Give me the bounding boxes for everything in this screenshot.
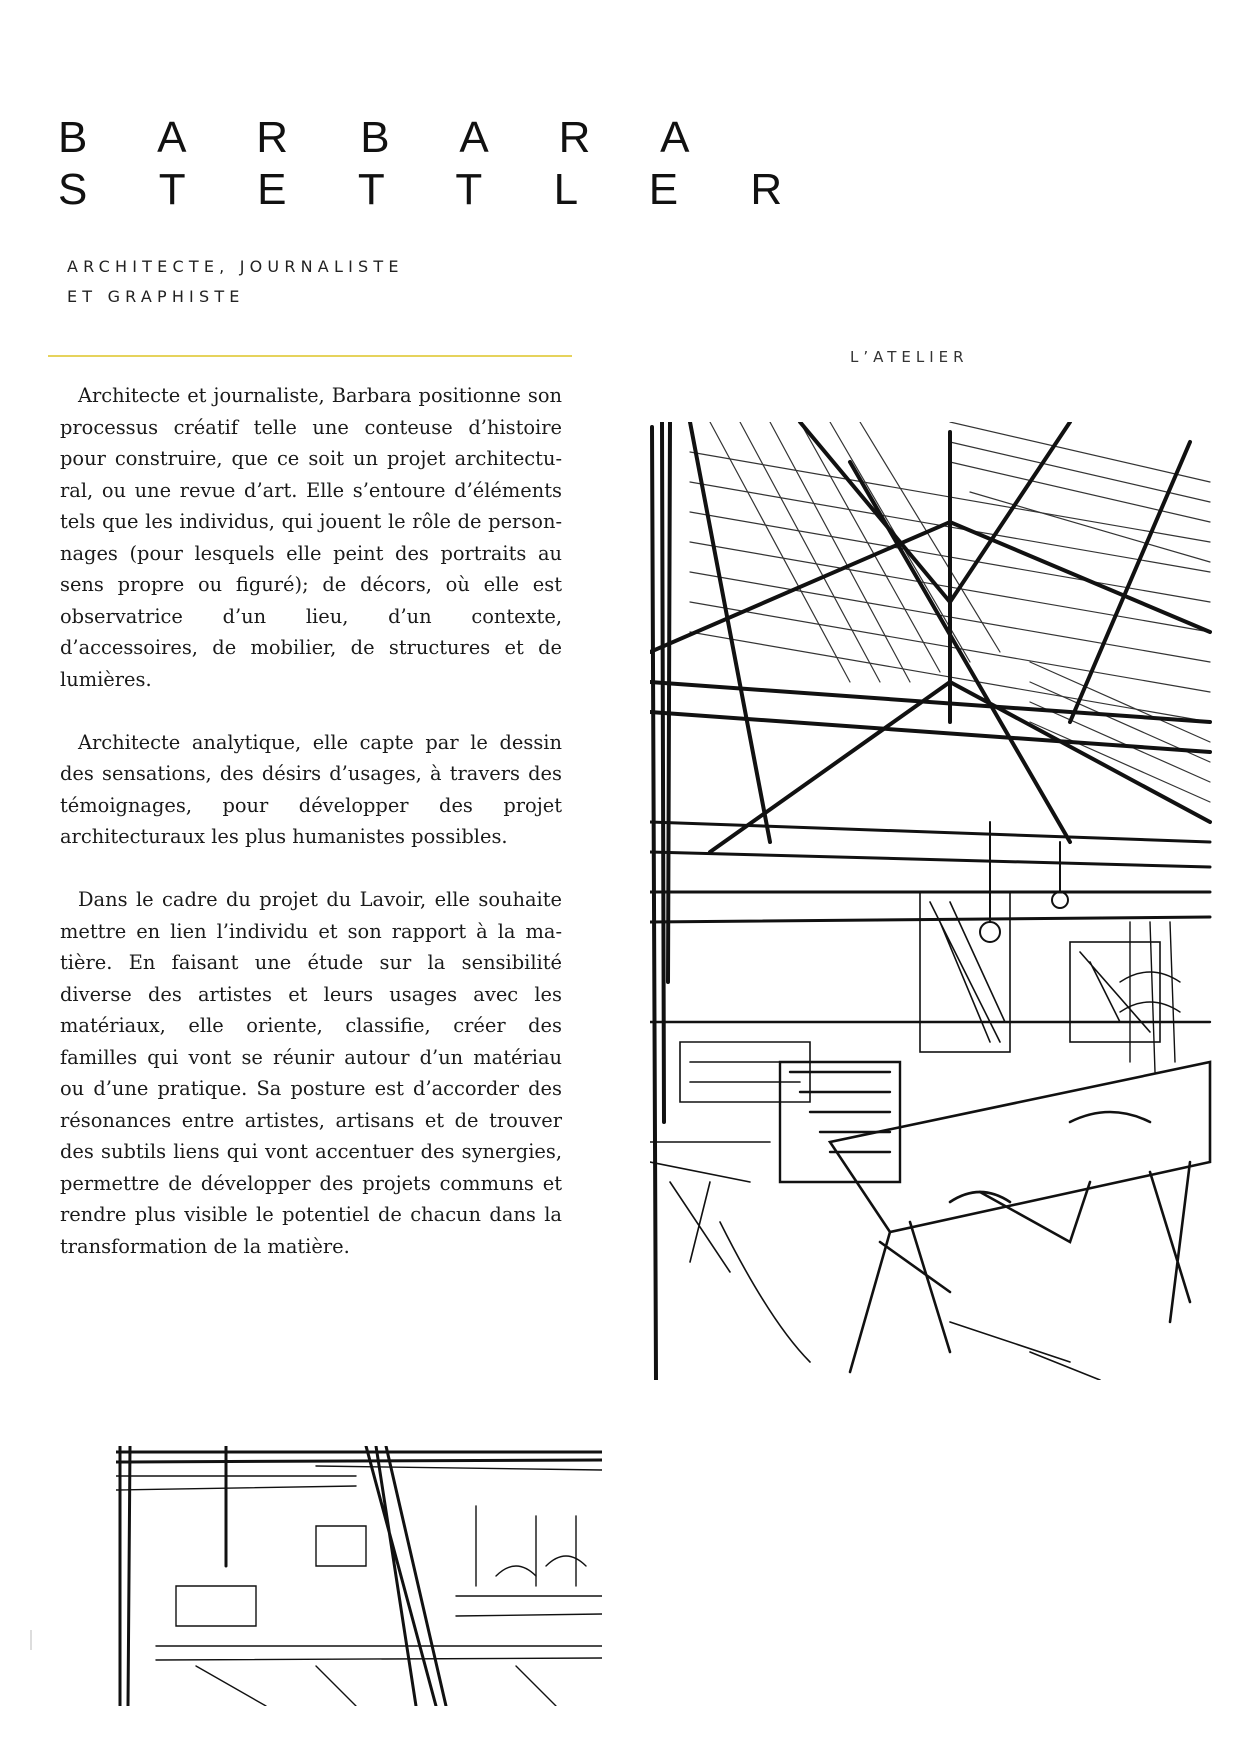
atelier-sketch-image [650,422,1212,1380]
accent-divider [48,355,572,357]
section-label: L’ATELIER [850,348,969,366]
subtitle [67,252,404,312]
title-last-name: S T E T T L E R [58,165,813,214]
title-first-name: B A R B A R A [58,113,720,162]
interior-sketch-image [116,1446,602,1706]
margin-mark [30,1630,32,1650]
paragraph-3: Dans le cadre du projet du Lavoir, elle souhaite mettre en lien l’individu et son rapport à la matière. En faisant une étude sur la sensibilité diverse des artistes et leurs usages avec les matériaux, elle oriente, classifie, créer des familles qui vont se réunir autour d’un matériau ou d’une pratique. Sa posture est d’accorder des résonances entre artistes, artisans et de trouver des subtils liens qui vont accentuer des synergies, permettre de développer des projets communs et rendre plus visible le potentiel de chacun dans la transformation de la matière. [60,888,562,1258]
subtitle-line-1: ARCHITECTE, JOURNALISTE [67,257,404,276]
paragraph-1: Architecte et journaliste, Barbara positionne son processus créatif telle une conteuse d’histoire pour construire, que ce soit un projet architectural, ou une revue d’art. Elle s’entoure d’éléments tels que les individus, qui jouent le rôle de personnages (pour lesquels elle peint des portraits au sens propre ou figuré); de décors, où elle est observatrice d’un lieu, d’un contexte, d’accessoires, de mobilier, de structures et de lumières. [60,384,562,691]
subtitle-line-2: ET GRAPHISTE [67,287,245,306]
body-text [60,380,562,1294]
paragraph-2: Architecte analytique, elle capte par le dessin des sensations, des désirs d’usages, à travers des témoignages, pour développer des projet architecturaux les plus humanistes possibles. [60,730,562,848]
page-title [58,112,812,216]
